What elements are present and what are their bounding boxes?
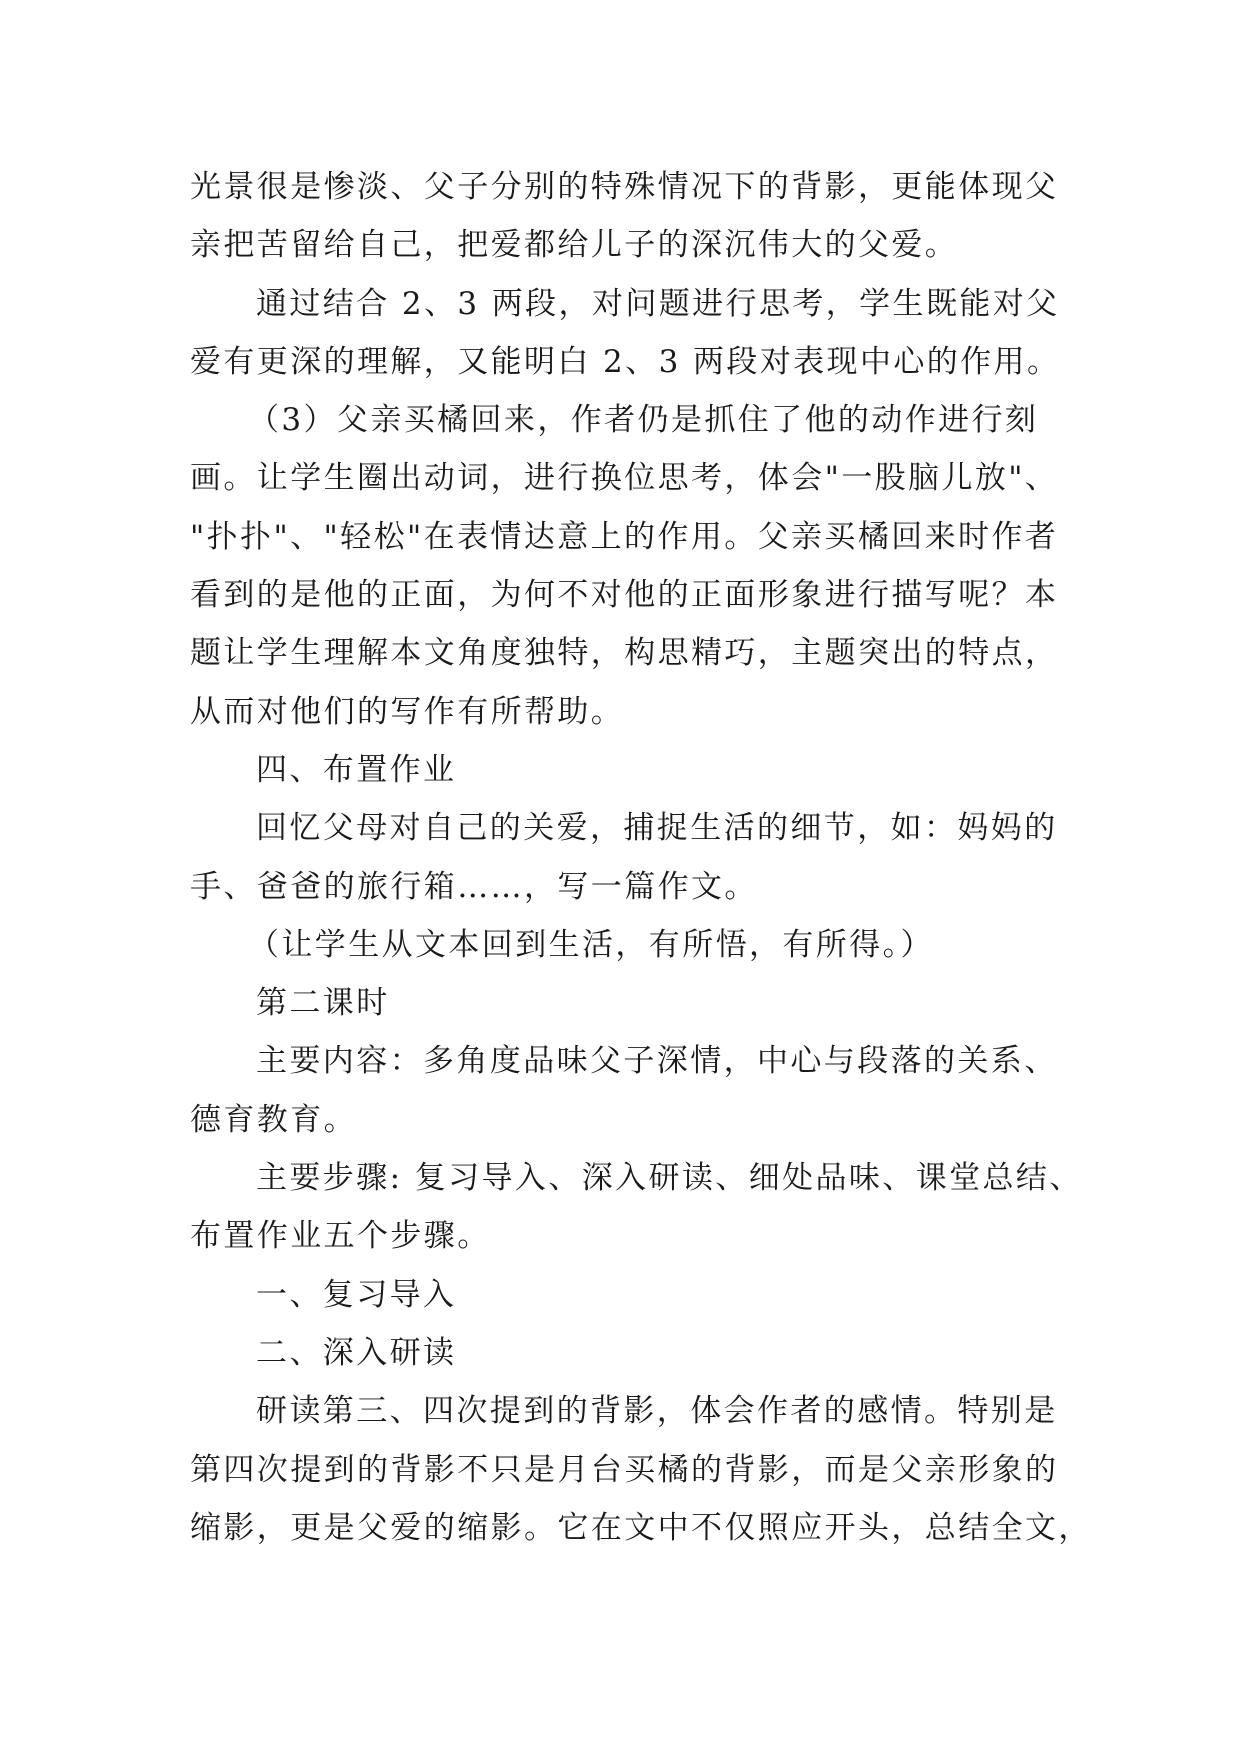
text-line: 德育教育。 bbox=[190, 1101, 357, 1138]
text-line: 亲把苦留给自己，把爱都给儿子的深沉伟大的父爱。 bbox=[190, 227, 959, 264]
text-line: 爱有更深的理解，又能明白 2、3 两段对表现中心的作用。 bbox=[190, 343, 1061, 380]
paragraph-start-line: （让学生从文本回到生活，有所悟，有所得。） bbox=[248, 926, 934, 963]
paragraph-start-line: 主要步骤: 复习导入、深入研读、细处品味、课堂总结、 bbox=[256, 1160, 1083, 1197]
text-line: 手、爸爸的旅行箱……，写一篇作文。 bbox=[190, 868, 758, 905]
section-heading: 二、深入研读 bbox=[256, 1334, 457, 1371]
text-line: "扑扑"、"轻松"在表情达意上的作用。父亲买橘回来时作者 bbox=[190, 518, 1059, 555]
paragraph-start-line: 主要内容：多角度品味父子深情，中心与段落的关系、 bbox=[256, 1043, 1058, 1080]
text-line: 看到的是他的正面，为何不对他的正面形象进行描写呢？本 bbox=[190, 577, 1059, 614]
paragraph-start-line: （3）父亲买橘回来，作者仍是抓住了他的动作进行刻 bbox=[248, 402, 1039, 439]
section-heading: 四、布置作业 bbox=[256, 751, 457, 788]
document-body bbox=[190, 158, 1092, 1557]
paragraph-start-line: 研读第三、四次提到的背影，体会作者的感情。特别是 bbox=[256, 1393, 1058, 1430]
text-line: 缩影，更是父爱的缩影。它在文中不仅照应开头，总结全文， bbox=[190, 1509, 1092, 1546]
text-line: 题让学生理解本文角度独特，构思精巧，主题突出的特点， bbox=[190, 635, 1059, 672]
text-line: 布置作业五个步骤。 bbox=[190, 1218, 491, 1255]
section-heading: 一、复习导入 bbox=[256, 1276, 457, 1313]
text-line: 第四次提到的背影不只是月台买橘的背影，而是父亲形象的 bbox=[190, 1451, 1059, 1488]
section-heading: 第二课时 bbox=[256, 985, 390, 1022]
text-line: 光景很是惨淡、父子分别的特殊情况下的背影，更能体现父 bbox=[190, 169, 1059, 205]
text-line: 画。让学生圈出动词，进行换位思考，体会"一股脑儿放"、 bbox=[190, 460, 1059, 497]
paragraph-start-line: 回忆父母对自己的关爱，捕捉生活的细节，如：妈妈的 bbox=[256, 810, 1058, 847]
text-line: 从而对他们的写作有所帮助。 bbox=[190, 693, 625, 730]
paragraph-start-line: 通过结合 2、3 两段，对问题进行思考，学生既能对父 bbox=[256, 285, 1060, 322]
